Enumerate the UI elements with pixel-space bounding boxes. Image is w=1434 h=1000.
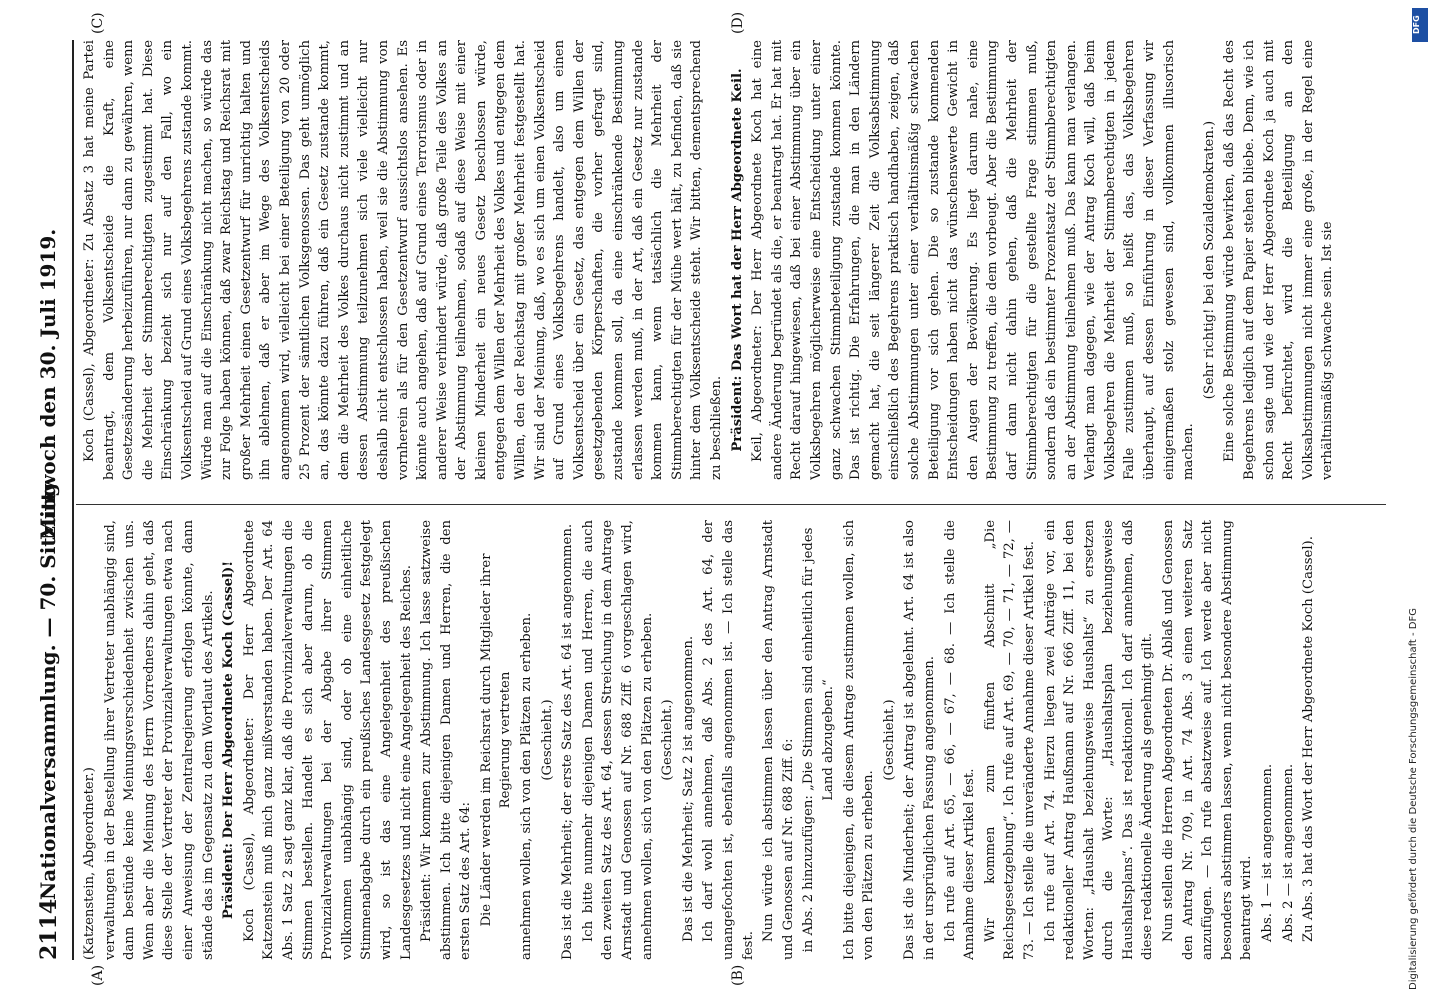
paragraph: (Katzenstein, Abgeordneter.) [82,767,97,960]
paragraph: in Abs. 2 hinzuzufügen: „Die Stimmen sind einheitlich für jedes Land abzugeben.“ [801,527,836,953]
paragraph: Ich bitte diejenigen, die diesem Antrage zustimmen wollen, sich von den Plätzen zu erheben. [841,520,877,960]
paragraph: Abs. 1 — ist angenommen. [1260,763,1276,942]
paragraph: Ich darf wohl annehmen, daß Abs. 2 des Art. 64, der unangefochten ist, ebenfalls angenommen ist. — Ich stelle das fest. [701,520,756,960]
paragraph: Keil, Abgeordneter: Der Herr Abgeordnete Koch hat eine andere Änderung begründet als die, er beantragt hat. Er hat mit Recht darauf hingewiesen, daß bei einer Abstimmung über ein Volksbegehren möglicherweise eine Entscheidung unter einer ganz schwachen Stimmbeteiligung zustande kommen könnte. Das ist richtig. Die Erfahrungen, die man in den Ländern gemacht hat, die seit längerer Zeit die Volksabstimmung einschließlich des Begehrens praktisch handhaben, zeigen, daß solche Abstimmungen unter einer verhältnismäßig schwachen Beteiligung vor sich gehen. Die so zustande kommenden Entscheidungen haben nicht das wünschenswerte Gewicht in den Augen der Bevölkerung. Es liegt darum nahe, eine Bestimmung zu treffen, die dem vorbeugt. Aber die Bestimmung darf dann nicht dahin gehen, daß die Mehrheit der Stimmberechtigten für die gestellte Frage stimmen muß, sondern daß ein bestimmter Prozentsatz der Stimmberechtigten an der Abstimmung teilnehmen muß. Das kann man verlangen. Verlangt man dagegen, wie der Antrag Koch will, daß beim Volksbegehren die Mehrheit der Stimmberechtigten in jedem Falle zustimmen muß, so heißt das, das Volksbegehren überhaupt, auf dessen Einführung in dieser Verfassung wir einigermaßen stolz gewesen sind, vollkommen illusorisch machen. [750,40,1197,480]
paragraph: Präsident: Das Wort hat der Herr Abgeordnete Keil. [729,68,745,452]
paragraph: (Geschieht.) [660,699,676,781]
running-title: Nationalversammlung. — 70. Sitzung. [36,476,60,900]
paragraph: Eine solche Bestimmung würde bewirken, daß das Recht des Begehrens lediglich auf dem Papier stehen bliebe. Denn, wie ich schon sagte und wie der Herr Abgeordnete Koch ja auch mit Recht befürchtet, wird die Beteiligung an den Volksabstimmungen nicht immer eine große, in der Regel eine verhältnismäßig schwache sein. Ist sie [1222,40,1336,480]
margin-marker-d: (D) [730,11,746,34]
paragraph: verwaltungen in der Bestellung ihrer Vertreter unabhängig sind, dann bestünde keine Meinungsverschiedenheit zwischen uns. Wenn aber die Meinung des Herrn Vorredners dahin geht, daß diese Stelle der Vertreter der Provinzialverwaltungen etwa nach einer Anweisung der Zentralregierung erfolgen könnte, dann stände das im Gegensatz zu dem Wortlaut des Artikels. [102,520,216,960]
margin-marker-a: (A) [90,964,106,986]
column-divider [76,504,1386,505]
paragraph: Koch (Cassel), Abgeordneter: Zu Absatz 3 hat meine Partei beantragt, dem Volksentscheide die Kraft, eine Gesetzesänderung herbeizuführen, nur dann zu gewähren, wenn die Mehrheit der Stimmberechtigten zugestimmt hat. Diese Einschränkung bezieht sich nur auf den Fall, wo ein Volksentscheid auf Grund eines Volksbegehrens zustande kommt. Würde man auf die Einschränkung nicht machen, so würde das zur Folge haben können, daß zwar Reichstag und Reichsrat mit großer Mehrheit einen Gesetzentwurf für unrichtig halten und ihn ablehnen, daß er aber im Wege des Volksentscheids angenommen wird, vielleicht bei einer Beteiligung von 20 oder 25 Prozent der sämtlichen Volksgenossen. Das geht unmöglich an, das könnte dazu führen, daß ein Gesetz zustande kommt, dem die Mehrheit des Volkes durchaus nicht zustimmt und an dessen Abstimmung teilzunehmen sich viele vielleicht nur deshalb nicht entschlossen haben, weil sie die Abstimmung von vornherein als für den Gesetzentwurf aussichtslos ansehen. Es könnte auch angehen, daß auf Grund eines Terrorismus oder in anderer Weise verhindert würde, daß große Teile des Volkes an der Abstimmung teilnehmen, sodaß auf diese Weise mit einer kleinen Minderheit ein neues Gesetz beschlossen würde, entgegen dem Willen der Mehrheit des Volkes und entgegen dem Willen, den der Reichstag mit großer Mehrheit festgestellt hat. Wir sind der Meinung, daß, wo es sich um einen Volksentscheid auf Grund eines Volksbegehrens handelt, also um einen Volksentscheid über ein Gesetz, das entgegen dem Willen der gesetzgebenden Körperschaften, die vorher gefragt sind, zustande kommen soll, da eine einschränkende Bestimmung erlassen werden muß, in der Art, daß ein Gesetz nur zustande kommen kann, wenn tatsächlich die Mehrheit der Stimmberechtigten für der Mühe wert hält, zu befinden, daß sie hinter dem Volksentscheide steht. Wir bitten, dementsprechend zu beschließen. [82,40,724,480]
paragraph: Präsident: Der Herr Abgeordnete Koch (Cassel)! [221,560,237,920]
paragraph: Nun stellen die Herren Abgeordneten Dr. Ablaß und Genossen den Antrag Nr. 709, in Art. 74 Abs. 3 einen weiteren Satz anzufügen. — Ich rufe absatzweise auf. Ich werde aber nicht besonders abstimmen lassen, wenn nicht besondere Abstimmung beantragt wird. [1161,520,1255,960]
margin-marker-b: (B) [730,964,746,986]
header-rule [72,40,74,960]
paragraph: (Geschieht.) [539,699,555,781]
paragraph: Abs. 2 — ist angenommen. [1280,763,1296,942]
page-number: 2114 [36,898,62,960]
paragraph: Ich rufe auf Art. 74. Hierzu liegen zwei Anträge vor, ein redaktioneller Antrag Haußmann auf Nr. 666 Ziff. 11, bei den Worten: „Haushalt beziehungsweise Haushalts“ zu ersetzen durch die Worte: „Haushaltsplan beziehungsweise Haushaltsplans“. Das ist redaktionell. Ich darf annehmen, daß diese redaktionelle Änderung als genehmigt gilt. [1042,520,1156,960]
right-text-column [80,40,1380,480]
page-header [28,40,68,960]
dfg-logo: DFG [1412,8,1428,42]
left-text-column [80,520,1380,960]
paragraph: (Geschieht.) [881,699,897,781]
margin-marker-c: (C) [90,12,106,34]
paragraph: Nun würde ich abstimmen lassen über den Antrag Arnstadt und Genossen auf Nr. 688 Ziff. 6: [761,520,796,960]
paragraph: annehmen wollen, sich von den Plätzen zu erheben. [519,612,535,960]
paragraph: Das ist die Mehrheit; der erste Satz des Art. 64 ist angenommen. [560,523,576,960]
paragraph: Wir kommen zum fünften Abschnitt „Die Reichsgesetzgebung“. Ich rufe auf Art. 69, — 70, — 71, — 72, — 73. — Ich stelle die unveränderte Annahme dieser Artikel fest. [982,520,1037,960]
paragraph: Die Länder werden im Reichsrat durch Mitglieder ihrer Regierung vertreten [478,553,514,927]
paragraph: Das ist die Mehrheit; Satz 2 ist angenommen. [680,635,696,942]
paragraph: Das ist die Minderheit; der Antrag ist abgelehnt. Art. 64 ist also in der ursprünglichen Fassung angenommen. [902,520,937,960]
digitization-credit-text: Digitalisierung gefördert durch die Deutsche Forschungsgemeinschaft - DFG [1408,607,1419,990]
paragraph: Ich bitte nunmehr diejenigen Damen und Herren, die auch den zweiten Satz des Art. 64, dessen Streichung in dem Antrage Arnstadt und Genossen auf Nr. 688 Ziff. 6 vorgeschlagen wird, annehmen wollen, sich von den Plätzen zu erheben. [580,520,655,960]
paragraph: Zu Abs. 3 hat das Wort der Herr Abgeordnete Koch (Cassel). [1301,536,1317,942]
session-date: Mittwoch den 30. Juli 1919. [36,228,60,540]
paragraph: Ich rufe auf Art. 65, — 66, — 67, — 68. — Ich stelle die Annahme dieser Artikel fest. [942,520,978,960]
digitization-credit [1408,10,1430,990]
paragraph: Präsident: Wir kommen zur Abstimmung. Ich lasse satzweise abstimmen. Ich bitte diejenigen Damen und Herren, die den ersten Satz des Art. 64: [419,520,474,960]
paragraph: Koch (Cassel), Abgeordneter: Der Herr Abgeordnete Katzenstein muß mich ganz mißverstanden haben. Der Art. 64 Abs. 1 Satz 2 sagt ganz klar, daß die Provinzialverwaltungen die Stimmen bestellen. Handelt es sich aber darum, ob die Provinzialverwaltungen bei der Abgabe ihrer Stimmen vollkommen unabhängig sind, oder ob eine einheitliche Stimmenabgabe durch ein preußisches Landesgesetz festgelegt wird, so ist das eine Angelegenheit des preußischen Landesgesetzes und nicht eine Angelegenheit des Reiches. [241,520,414,960]
paragraph: (Sehr richtig! bei den Sozialdemokraten.) [1201,120,1217,400]
